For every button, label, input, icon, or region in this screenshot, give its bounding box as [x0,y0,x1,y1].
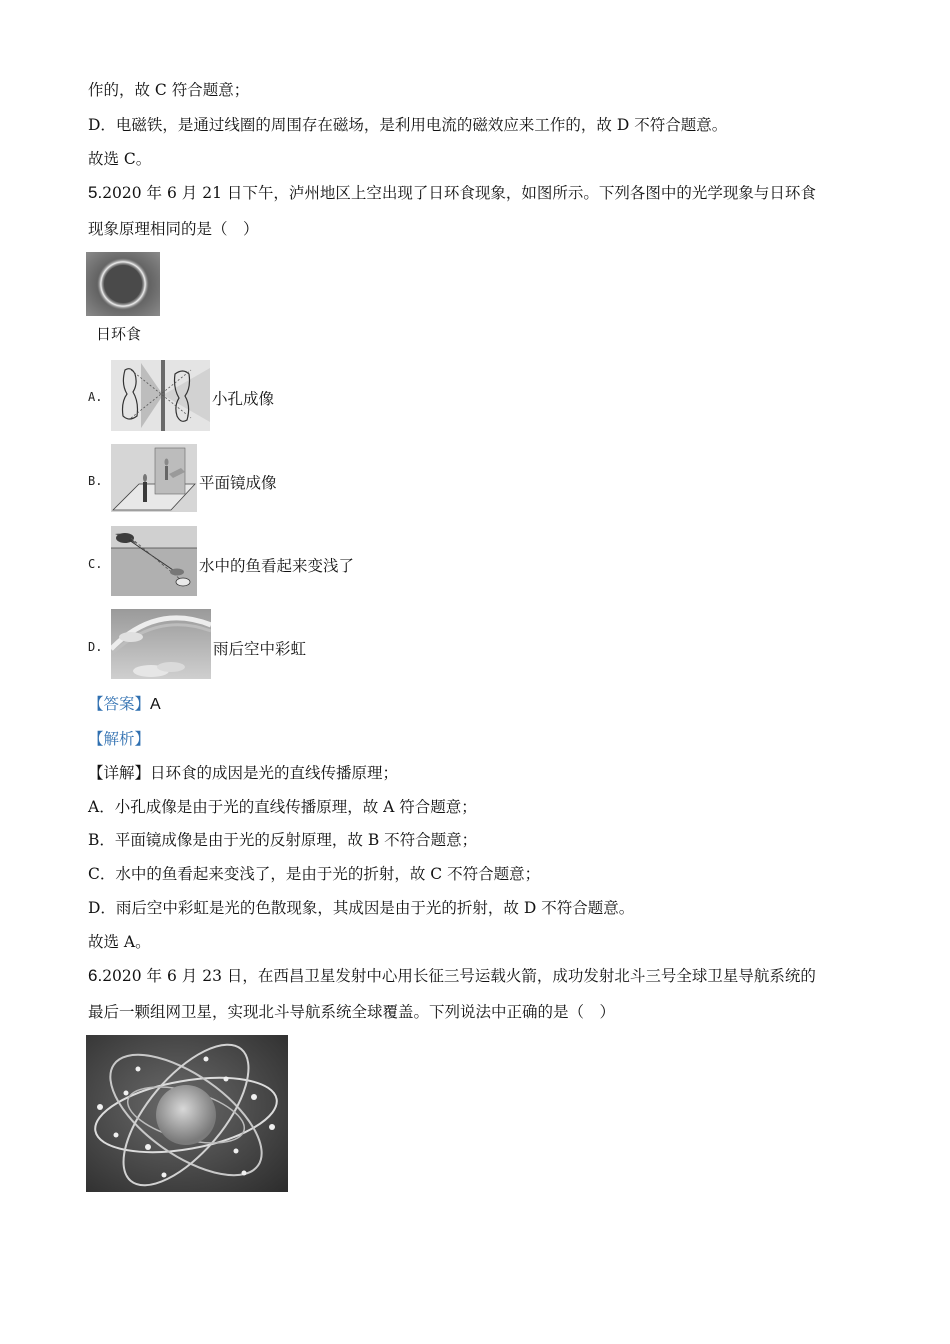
answer-tag: 【答案】 [88,695,151,713]
text-line: D．电磁铁，是通过线圈的周围存在磁场，是利用电流的磁效应来工作的，故 D 不符合题意。 [88,116,728,134]
beidou-constellation-image [86,1035,288,1192]
figure-caption: 日环食 [96,325,142,343]
analysis-tag: 【解析】 [88,730,151,748]
text-line: 作的，故 C 符合题意； [88,81,250,99]
detail-line [88,763,398,783]
question-number: 5. [88,183,103,202]
answer-value: A [150,696,161,713]
option-b-text: 平面镜成像 [199,474,277,492]
explanation-line: B．平面镜成像是由于光的反射原理，故 B 不符合题意； [88,831,478,849]
option-a-text: 小孔成像 [212,390,275,408]
question-5-stem [88,183,816,203]
question-6-stem-cont: 最后一颗组网卫星，实现北斗导航系统全球覆盖。下列说法中正确的是（ ） [88,1003,616,1021]
annular-eclipse-image [86,252,160,316]
mirror-imaging-image [111,444,197,512]
question-6-stem [88,966,816,986]
explanation-line: C．水中的鱼看起来变浅了，是由于光的折射，故 C 不符合题意； [88,865,541,883]
detail-text: 日环食的成因是光的直线传播原理； [150,764,399,782]
option-d-letter: D. [88,640,103,654]
option-a-letter: A. [88,390,103,404]
option-d-text: 雨后空中彩虹 [213,640,307,658]
detail-tag: 【详解】 [88,764,151,782]
fish-in-water-image [111,526,197,596]
question-number: 6. [88,966,103,985]
question-stem-text: 2020 年 6 月 23 日，在西昌卫星发射中心用长征三号运载火箭，成功发射北斗三号全球卫星导航系统的 [102,967,816,985]
conclusion-line: 故选 A。 [88,933,151,951]
text-line: 故选 C。 [88,150,152,168]
answer-line [88,694,161,715]
explanation-line: D．雨后空中彩虹是光的色散现象，其成因是由于光的折射，故 D 不符合题意。 [88,899,635,917]
question-5-stem-cont: 现象原理相同的是（ ） [88,220,259,238]
option-c-text: 水中的鱼看起来变浅了 [199,557,355,575]
pinhole-imaging-image [111,360,210,431]
explanation-line: A．小孔成像是由于光的直线传播原理，故 A 符合题意； [88,798,477,816]
option-b-letter: B. [88,474,103,488]
rainbow-image [111,609,211,679]
option-c-letter: C. [88,557,103,571]
question-stem-text: 2020 年 6 月 21 日下午，泸州地区上空出现了日环食现象，如图所示。下列各图中的光学现象与日环食 [102,184,816,202]
